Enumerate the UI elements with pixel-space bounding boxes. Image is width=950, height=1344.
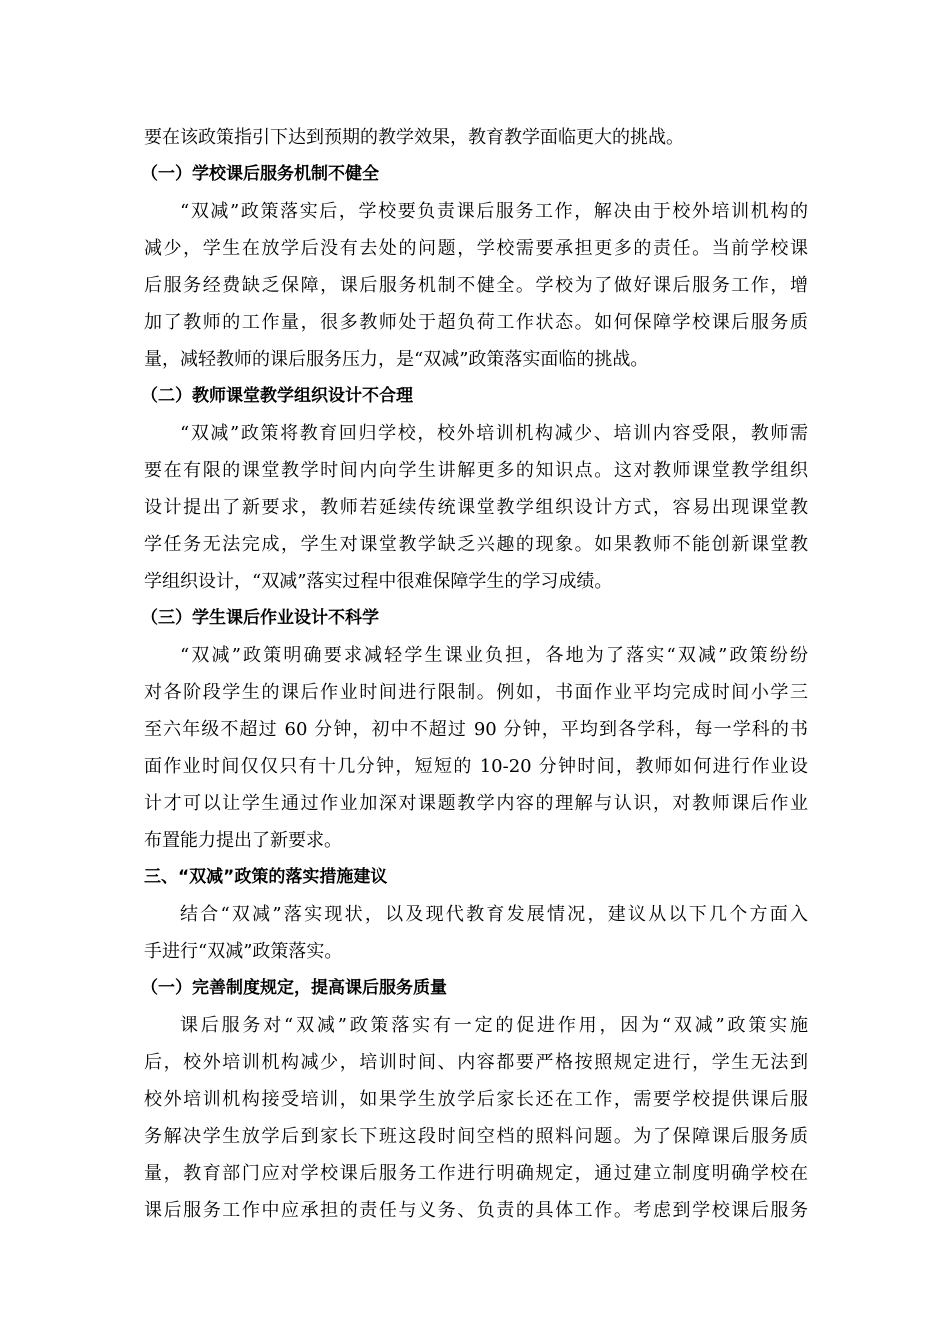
paragraph-line: 后服务经费缺乏保障，课后服务机制不健全。学校为了做好课后服务工作，增 bbox=[144, 275, 808, 296]
paragraph-line: 量，减轻教师的课后服务压力，是“双减”政策落实面临的挑战。 bbox=[144, 349, 649, 370]
paragraph-line: 学组织设计，“双减”落实过程中很难保障学生的学习成绩。 bbox=[144, 571, 613, 592]
document-body bbox=[141, 119, 808, 1229]
paragraph-line: 学任务无法完成，学生对课堂教学缺乏兴趣的现象。如果教师不能创新课堂教 bbox=[144, 534, 808, 555]
paragraph-line: 要在有限的课堂教学时间内向学生讲解更多的知识点。这对教师课堂教学组织 bbox=[144, 460, 808, 481]
paragraph-line: 量，教育部门应对学校课后服务工作进行明确规定，通过建立制度明确学校在 bbox=[144, 1163, 808, 1184]
paragraph-line: 计才可以让学生通过作业加深对课题教学内容的理解与认识，对教师课后作业 bbox=[144, 793, 808, 814]
paragraph-line: 对各阶段学生的课后作业时间进行限制。例如，书面作业平均完成时间小学三 bbox=[144, 682, 808, 703]
paragraph-line: 面作业时间仅仅只有十几分钟，短短的 10-20 分钟时间，教师如何进行作业设 bbox=[144, 756, 808, 777]
paragraph-line: 课后服务工作中应承担的责任与义务、负责的具体工作。考虑到学校课后服务 bbox=[144, 1200, 808, 1221]
section-subheading: （一）学校课后服务机制不健全 bbox=[141, 164, 379, 184]
paragraph-line: 务解决学生放学后到家长下班这段时间空档的照料问题。为了保障课后服务质 bbox=[144, 1126, 808, 1147]
paragraph-line: 校外培训机构接受培训，如果学生放学后家长还在工作，需要学校提供课后服 bbox=[144, 1089, 808, 1110]
paragraph-line: 加了教师的工作量，很多教师处于超负荷工作状态。如何保障学校课后服务质 bbox=[144, 312, 808, 333]
paragraph-line: 手进行“双减”政策落实。 bbox=[144, 941, 343, 962]
paragraph-line: 结合“双减”落实现状，以及现代教育发展情况，建议从以下几个方面入 bbox=[180, 904, 808, 925]
paragraph-line: “双减”政策明确要求减轻学生课业负担，各地为了落实“双减”政策纷纷 bbox=[180, 645, 808, 666]
paragraph-line: 课后服务对“双减”政策落实有一定的促进作用，因为“双减”政策实施 bbox=[180, 1015, 808, 1036]
section-heading: 三、“双减”政策的落实措施建议 bbox=[144, 867, 388, 887]
paragraph-line: “双减”政策落实后，学校要负责课后服务工作，解决由于校外培训机构的 bbox=[180, 201, 808, 222]
section-subheading: （三）学生课后作业设计不科学 bbox=[141, 608, 379, 628]
section-subheading: （一）完善制度规定，提高课后服务质量 bbox=[141, 978, 447, 998]
paragraph-line: 设计提出了新要求，教师若延续传统课堂教学组织设计方式，容易出现课堂教 bbox=[144, 497, 808, 518]
paragraph-line: 减少，学生在放学后没有去处的问题，学校需要承担更多的责任。当前学校课 bbox=[144, 238, 808, 259]
paragraph-line: 布置能力提出了新要求。 bbox=[144, 830, 342, 851]
paragraph-line: 后，校外培训机构减少，培训时间、内容都要严格按照规定进行，学生无法到 bbox=[144, 1052, 808, 1073]
section-subheading: （二）教师课堂教学组织设计不合理 bbox=[141, 386, 413, 406]
paragraph-line: 要在该政策指引下达到预期的教学效果，教育教学面临更大的挑战。 bbox=[144, 127, 684, 148]
paragraph-line: 至六年级不超过 60 分钟，初中不超过 90 分钟，平均到各学科，每一学科的书 bbox=[144, 719, 808, 740]
paragraph-line: “双减”政策将教育回归学校，校外培训机构减少、培训内容受限，教师需 bbox=[180, 423, 808, 444]
